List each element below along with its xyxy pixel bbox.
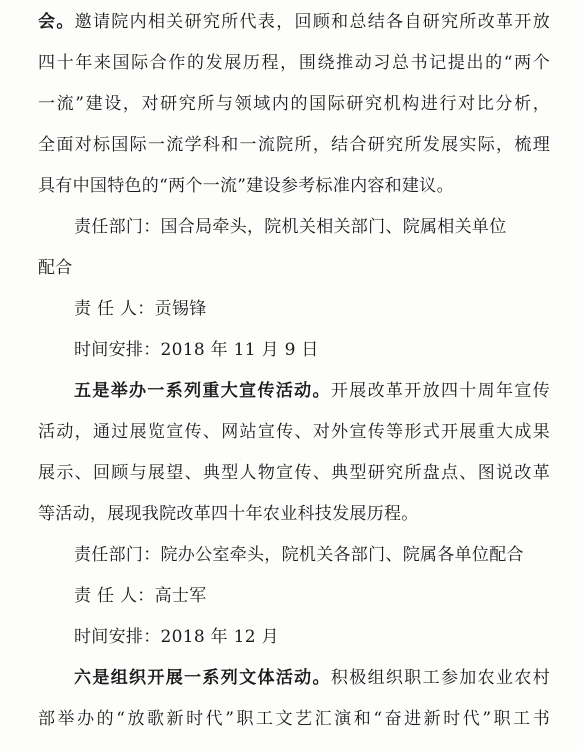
section-heading-bold: 六是组织开展一系列文体活动。 [74, 668, 331, 688]
responsible-dept-cont: 配合 [38, 258, 73, 278]
text-line: 等活动，展现我院改革四十年农业科技发展历程。 [38, 504, 419, 524]
text-line: 四十年来国际合作的发展历程，围绕推动习总书记提出的“两个 [38, 53, 550, 73]
text-span: 开展改革开放四十周年宣传 [330, 381, 550, 401]
text-line: 活动，通过展览宣传、网站宣传、对外宣传等形式开展重大成果 [38, 422, 550, 442]
text-span: 邀请院内相关研究所代表，回顾和总结各自研究所改革开放 [74, 12, 550, 32]
section-heading-bold: 五是举办一系列重大宣传活动。 [74, 381, 331, 401]
text-line: 全面对标国际一流学科和一流院所，结合研究所发展实际，梳理 [38, 135, 550, 155]
text-line: 部举办的“放歌新时代”职工文艺汇演和“奋进新时代”职工书 [38, 709, 550, 729]
responsible-dept: 责任部门：院办公室牵头，院机关各部门、院属各单位配合 [74, 545, 524, 565]
responsible-dept: 责任部门：国合局牵头，院机关相关部门、院属相关单位 [74, 217, 507, 237]
schedule: 时间安排：2018 年 12 月 [74, 627, 279, 647]
text-line: 一流”建设，对研究所与领域内的国际研究机构进行对比分析， [38, 94, 550, 114]
bold-lead: 会。 [38, 12, 75, 32]
responsible-person: 责 任 人：贡锡锋 [74, 299, 207, 319]
schedule: 时间安排：2018 年 11 月 9 日 [74, 340, 319, 360]
text-line: 具有中国特色的“两个一流”建设参考标准内容和建议。 [38, 176, 454, 196]
text-span: 积极组织职工参加农业农村 [330, 668, 550, 688]
section-heading [74, 377, 550, 405]
text-line [38, 8, 550, 36]
text-line: 展示、回顾与展望、典型人物宣传、典型研究所盘点、图说改革 [38, 463, 550, 483]
responsible-person: 责 任 人：高士军 [74, 586, 207, 606]
section-heading [74, 664, 550, 692]
